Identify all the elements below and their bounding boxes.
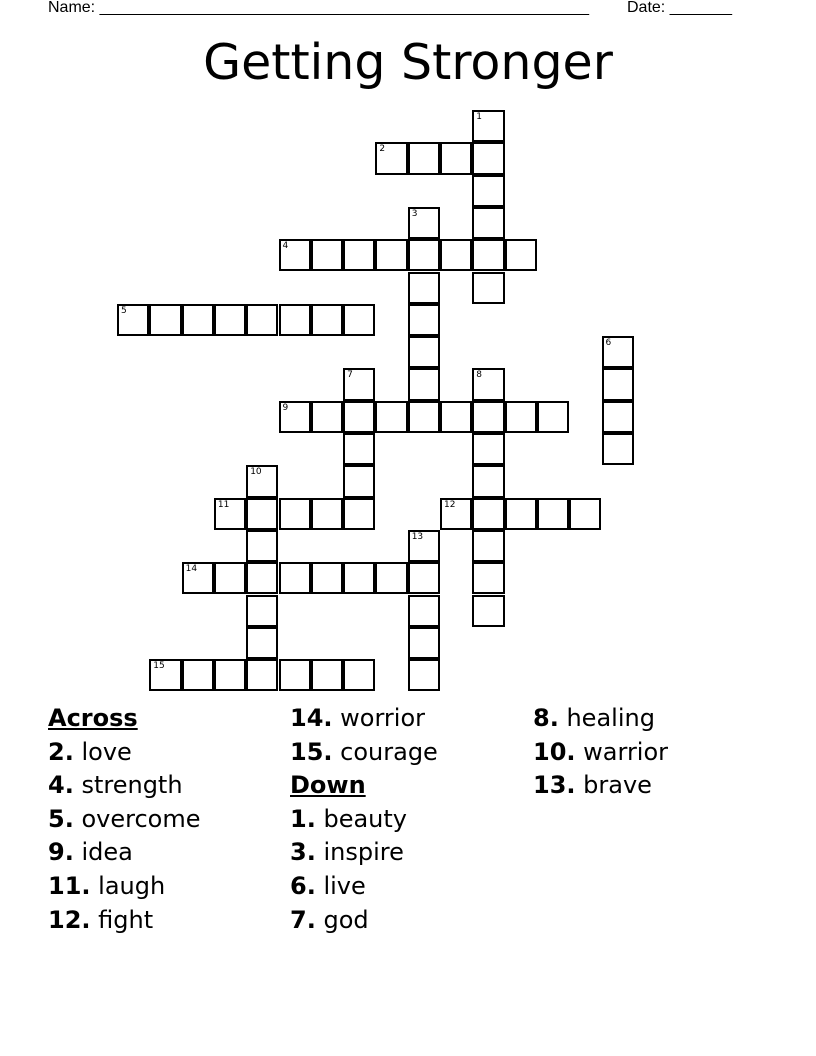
grid-cell[interactable]: [246, 465, 278, 497]
grid-cell[interactable]: [472, 465, 504, 497]
clue-item-text: laugh: [98, 871, 166, 900]
grid-cell[interactable]: [602, 368, 634, 400]
grid-cell[interactable]: [440, 498, 472, 530]
clue-item-number: 7.: [290, 905, 316, 934]
clue-item-number: 14.: [290, 704, 333, 732]
grid-cell[interactable]: [279, 239, 311, 271]
clue-item-text: worrior: [340, 704, 425, 732]
clue-column-3: [533, 702, 668, 803]
clue-item: [290, 836, 438, 870]
clue-number-label: 4: [282, 241, 289, 252]
clue-item-text: inspire: [323, 838, 404, 867]
grid-cell[interactable]: [149, 304, 181, 336]
clue-item-number: 6.: [290, 871, 316, 900]
grid-cell[interactable]: [408, 142, 440, 174]
clue-number-label: 11: [217, 499, 230, 510]
clue-item: [290, 702, 438, 736]
grid-cell[interactable]: [472, 401, 504, 433]
clue-item: [533, 736, 668, 770]
grid-cell[interactable]: [472, 595, 504, 627]
clue-number-label: 6: [605, 338, 612, 349]
clue-number-label: 8: [476, 370, 483, 381]
clue-item-number: 9.: [48, 838, 74, 867]
grid-cell[interactable]: [408, 272, 440, 304]
clue-item: [48, 769, 200, 803]
grid-cell[interactable]: [472, 272, 504, 304]
clue-item-number: 1.: [290, 804, 316, 833]
grid-cell[interactable]: [408, 239, 440, 271]
grid-cell[interactable]: [375, 239, 407, 271]
clue-item-text: healing: [566, 704, 655, 732]
grid-cell[interactable]: [311, 562, 343, 594]
clue-item: [48, 904, 200, 938]
clue-item-number: 5.: [48, 804, 74, 833]
clue-item-text: overcome: [81, 804, 201, 833]
clue-item-text: love: [81, 737, 132, 766]
grid-cell[interactable]: [375, 142, 407, 174]
grid-cell[interactable]: [182, 562, 214, 594]
grid-cell[interactable]: [375, 401, 407, 433]
grid-cell[interactable]: [343, 368, 375, 400]
grid-cell[interactable]: [472, 368, 504, 400]
grid-cell[interactable]: [440, 239, 472, 271]
clue-item-number: 15.: [290, 737, 333, 766]
grid-cell[interactable]: [214, 659, 246, 691]
grid-cell[interactable]: [343, 465, 375, 497]
clue-item-number: 10.: [533, 737, 576, 766]
clue-item-text: god: [323, 905, 369, 934]
grid-cell[interactable]: [343, 239, 375, 271]
clue-item-number: 13.: [533, 771, 576, 800]
grid-cell[interactable]: [279, 659, 311, 691]
clue-item: [48, 836, 200, 870]
grid-cell[interactable]: [602, 433, 634, 465]
grid-cell[interactable]: [472, 142, 504, 174]
clue-item-number: 12.: [48, 905, 91, 934]
clue-number-label: 1: [476, 112, 483, 122]
clue-number-label: 9: [282, 402, 289, 413]
clue-item-text: warrior: [583, 737, 669, 766]
clue-number-label: 10: [250, 467, 262, 478]
grid-cell[interactable]: [343, 433, 375, 465]
grid-cell[interactable]: [375, 562, 407, 594]
clue-item: [48, 803, 200, 837]
clue-item-number: 3.: [290, 838, 316, 867]
grid-cell[interactable]: [279, 304, 311, 336]
grid-cell[interactable]: [343, 498, 375, 530]
grid-cell[interactable]: [472, 433, 504, 465]
grid-cell[interactable]: [472, 207, 504, 239]
clue-item-text: beauty: [323, 804, 407, 833]
clue-item: [290, 904, 438, 938]
grid-cell[interactable]: [408, 659, 440, 691]
clue-item: [290, 736, 438, 770]
grid-cell[interactable]: [505, 239, 537, 271]
grid-cell[interactable]: [279, 401, 311, 433]
clue-item-number: 8.: [533, 704, 559, 732]
grid-cell[interactable]: [311, 498, 343, 530]
clue-item-text: courage: [340, 737, 438, 766]
grid-cell[interactable]: [472, 239, 504, 271]
grid-cell[interactable]: [343, 562, 375, 594]
grid-cell[interactable]: [311, 659, 343, 691]
grid-cell[interactable]: [440, 142, 472, 174]
grid-cell[interactable]: [214, 562, 246, 594]
grid-cell[interactable]: [408, 595, 440, 627]
clue-number-label: 14: [185, 564, 198, 575]
clue-item-number: 2.: [48, 737, 74, 766]
clue-item-number: 4.: [48, 771, 74, 800]
puzzle-title: Getting Stronger: [203, 34, 613, 91]
grid-cell[interactable]: [505, 498, 537, 530]
grid-cell[interactable]: [440, 401, 472, 433]
grid-cell[interactable]: [214, 304, 246, 336]
grid-cell[interactable]: [537, 498, 569, 530]
grid-cell[interactable]: [602, 401, 634, 433]
date-field-label: Date: _______: [627, 0, 732, 16]
grid-cell[interactable]: [279, 498, 311, 530]
grid-cell[interactable]: [182, 659, 214, 691]
clue-number-label: 12: [444, 499, 456, 510]
grid-cell[interactable]: [246, 595, 278, 627]
grid-cell[interactable]: [279, 562, 311, 594]
grid-cell[interactable]: [246, 627, 278, 659]
grid-cell[interactable]: [311, 304, 343, 336]
clue-item: [290, 803, 438, 837]
grid-cell[interactable]: [117, 304, 149, 336]
grid-cell[interactable]: [246, 562, 278, 594]
clue-column-1: [48, 702, 200, 937]
grid-cell[interactable]: [472, 530, 504, 562]
grid-cell[interactable]: [343, 659, 375, 691]
clue-item-number: 11.: [48, 871, 91, 900]
clue-item: [533, 702, 668, 736]
grid-cell[interactable]: [311, 239, 343, 271]
grid-cell[interactable]: [408, 627, 440, 659]
grid-cell[interactable]: [343, 304, 375, 336]
grid-cell[interactable]: [472, 562, 504, 594]
clue-item-text: strength: [81, 771, 183, 800]
grid-cell[interactable]: [408, 562, 440, 594]
grid-cell[interactable]: [408, 207, 440, 239]
clue-heading: Down: [290, 771, 366, 800]
grid-cell[interactable]: [311, 401, 343, 433]
grid-cell[interactable]: [408, 304, 440, 336]
grid-cell[interactable]: [505, 401, 537, 433]
grid-cell[interactable]: [246, 530, 278, 562]
clue-item-text: live: [323, 871, 366, 900]
clue-item: [290, 870, 438, 904]
grid-cell[interactable]: [149, 659, 181, 691]
grid-cell[interactable]: [408, 530, 440, 562]
name-field-label: Name: _______________________________________________________: [48, 0, 589, 16]
grid-cell[interactable]: [408, 336, 440, 368]
grid-cell[interactable]: [246, 304, 278, 336]
clue-number-label: 5: [121, 305, 127, 316]
grid-cell[interactable]: [343, 401, 375, 433]
clue-item: [533, 769, 668, 803]
clue-item-text: fight: [98, 905, 154, 934]
grid-cell[interactable]: [537, 401, 569, 433]
grid-cell[interactable]: [472, 498, 504, 530]
grid-cell[interactable]: [408, 401, 440, 433]
clue-item: [48, 736, 200, 770]
grid-cell[interactable]: [408, 368, 440, 400]
clue-item: [48, 870, 200, 904]
grid-cell[interactable]: [182, 304, 214, 336]
grid-cell[interactable]: [246, 659, 278, 691]
clue-column-2: [290, 702, 438, 937]
grid-cell[interactable]: [472, 175, 504, 207]
clue-heading: Across: [48, 704, 138, 732]
grid-cell[interactable]: [602, 336, 634, 368]
clue-number-label: 7: [347, 370, 353, 381]
clue-number-label: 13: [411, 531, 424, 542]
clue-number-label: 15: [153, 661, 165, 672]
clue-item-text: idea: [81, 838, 133, 867]
grid-cell[interactable]: [214, 498, 246, 530]
grid-cell[interactable]: [246, 498, 278, 530]
grid-cell[interactable]: [472, 110, 504, 142]
clue-item-text: brave: [583, 771, 652, 800]
clue-number-label: 2: [379, 144, 386, 155]
grid-cell[interactable]: [569, 498, 601, 530]
clue-number-label: 3: [411, 208, 418, 219]
